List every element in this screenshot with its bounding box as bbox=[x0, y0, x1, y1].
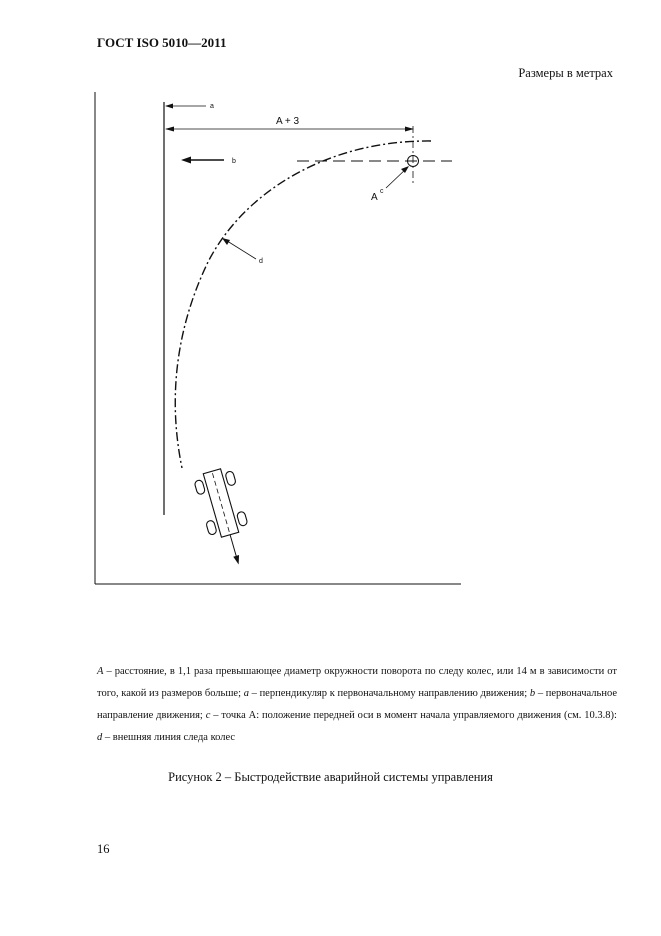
standard-title: ГОСТ ISO 5010—2011 bbox=[97, 35, 227, 50]
dimension-label: A + 3 bbox=[276, 116, 300, 127]
label-d-leader bbox=[224, 239, 256, 259]
page-number: 16 bbox=[97, 842, 110, 856]
label-a: a bbox=[210, 103, 214, 110]
point-a-letter: A bbox=[371, 192, 378, 203]
legend-text-c: – точка А: положение передней оси в момент начала управляемого движения (см. 10.3.8): bbox=[210, 710, 617, 721]
legend-symbol-d: d bbox=[97, 732, 103, 743]
dimensions-note: Размеры в метрах bbox=[518, 66, 613, 80]
legend-symbol-a: a bbox=[243, 688, 249, 699]
legend-text-d: – внешняя линия следа колес bbox=[102, 732, 236, 743]
vehicle-wheel-front-left bbox=[194, 479, 206, 495]
legend-text-a: – перпендикуляр к первоначальному направлению движения; bbox=[248, 688, 530, 699]
point-a-leader-arrowhead bbox=[401, 166, 409, 173]
vehicle-wheel-front-right bbox=[225, 471, 237, 487]
figure-caption: Рисунок 2 – Быстродействие аварийной системы управления bbox=[168, 770, 493, 784]
legend-text-a-upper: – расстояние, в 1,1 раза превышающее диаметр окружности поворота по следу колес, или 14 м в зависимости от того, какой из размеров больше; bbox=[97, 666, 617, 699]
direction-b-arrowhead bbox=[181, 157, 191, 164]
label-d: d bbox=[259, 258, 263, 265]
vehicle bbox=[193, 466, 258, 570]
vehicle-wheel-rear-right bbox=[236, 511, 248, 527]
legend-text-b: – первоначальное направление движения; bbox=[97, 688, 617, 721]
outer-track-arc bbox=[175, 141, 431, 468]
dimension-arrow-left bbox=[165, 127, 174, 132]
legend-symbol-b: b bbox=[529, 688, 536, 699]
legend-symbol-c: c bbox=[205, 710, 211, 721]
point-a-superscript: c bbox=[380, 188, 384, 195]
vehicle-direction-line bbox=[230, 535, 237, 559]
label-b: b bbox=[232, 158, 236, 165]
figure-legend bbox=[97, 661, 617, 749]
vehicle-body bbox=[203, 469, 238, 537]
label-a-arrowhead bbox=[165, 104, 173, 109]
legend-symbol-a-upper: A bbox=[97, 666, 104, 677]
vehicle-wheel-rear-left bbox=[206, 520, 218, 536]
vehicle-direction-arrowhead bbox=[233, 555, 241, 565]
label-d-arrowhead bbox=[222, 238, 230, 245]
